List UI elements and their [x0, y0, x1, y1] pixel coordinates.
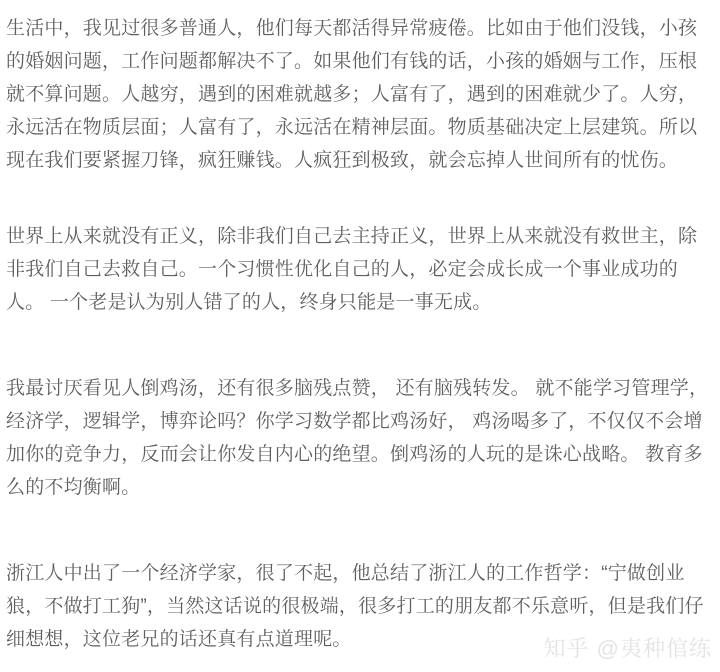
- paragraph-1: 生活中，我见过很多普通人，他们每天都活得异常疲倦。比如由于他们没钱，小孩的婚姻问题，工作问题都解决不了。如果他们有钱的话，小孩的婚姻与工作，压根就不算问题。人越穷，遇到的困难就越多；人富有了，遇到的困难就少了。人穷，永远活在物质层面；人富有了，永远活在精神层面。物质基础决定上层建筑。所以现在我们要紧握刀锋，疯狂赚钱。人疯狂到极致，就会忘掉人世间所有的忧伤。: [6, 18, 698, 171]
- zhihu-watermark: 知乎 @夷种倌练: [543, 636, 712, 661]
- paragraph-4: 浙江人中出了一个经济学家，很了不起，他总结了浙江人的工作哲学：“宁做创业狼，不做打工狗”，当然这话说的很极端，很多打工的朋友都不乐意听，但是我们仔细想想，这位老兄的话还真有点道理呢。: [6, 563, 704, 650]
- paragraph-3: 我最讨厌看见人倒鸡汤，还有很多脑残点赞， 还有脑残转发。 就不能学习管理学，经济学，逻辑学，博弈论吗？你学习数学都比鸡汤好， 鸡汤喝多了，不仅仅不会增加你的竞争力，反而会让你发自内心的绝望。倒鸡汤的人玩的是诛心战略。 教育多么的不均衡啊。: [6, 378, 709, 498]
- paragraph-2: 世界上从来就没有正义，除非我们自己去主持正义，世界上从来就没有救世主，除非我们自己去救自己。一个习惯性优化自己的人，必定会成长成一个事业成功的人。 一个老是认为别人错了的人，终身只能是一事无成。: [6, 226, 698, 313]
